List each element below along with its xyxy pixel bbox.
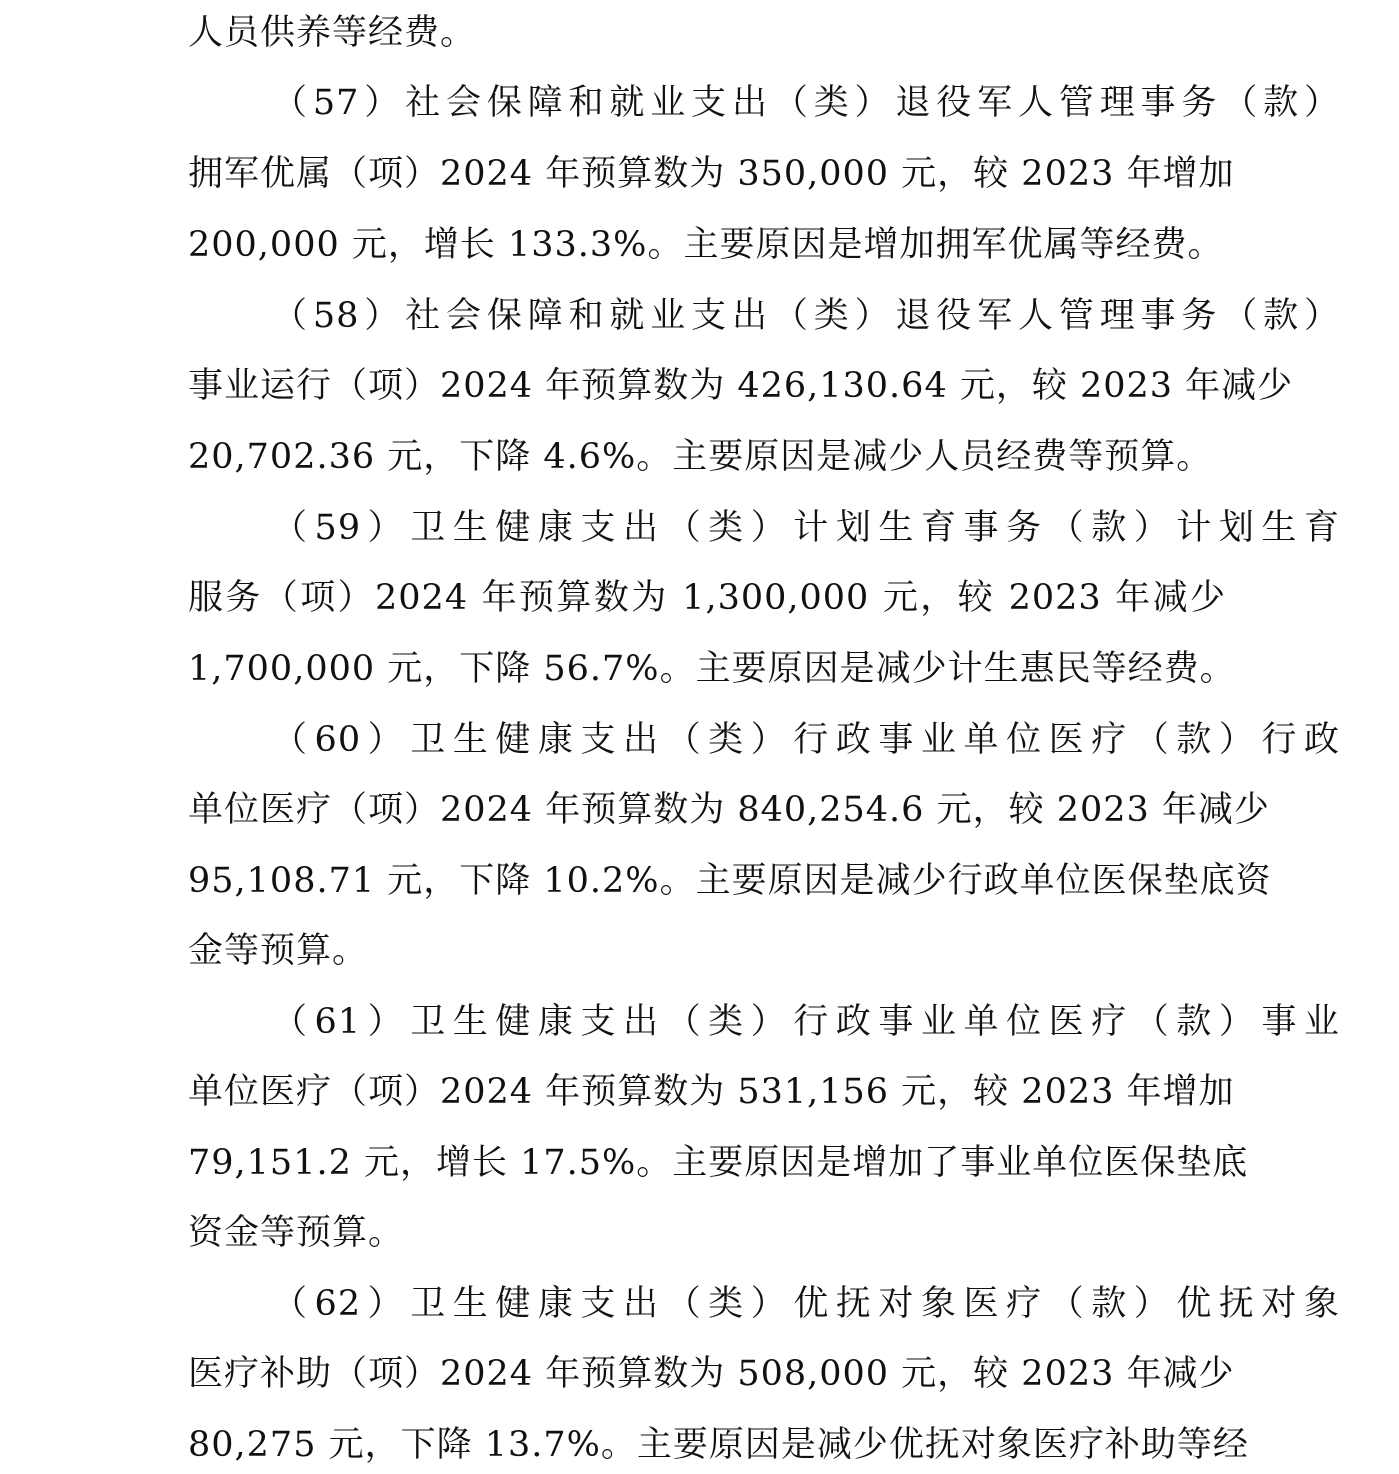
paragraph-59-line-1: （59）卫生健康支出（类）计划生育事务（款）计划生育 <box>272 508 1340 548</box>
text-line: 人员供养等经费。 <box>188 13 477 53</box>
paragraph-57-line-1: （57）社会保障和就业支出（类）退役军人管理事务（款） <box>272 83 1340 123</box>
paragraph-60-line-4: 金等预算。 <box>188 931 369 971</box>
paragraph-61-line-2: 单位医疗（项）2024 年预算数为 531,156 元，较 2023 年增加 <box>188 1072 1235 1112</box>
paragraph-61-line-1: （61）卫生健康支出（类）行政事业单位医疗（款）事业 <box>272 1002 1340 1042</box>
paragraph-61-line-4: 资金等预算。 <box>188 1213 405 1253</box>
paragraph-57-line-2: 拥军优属（项）2024 年预算数为 350,000 元，较 2023 年增加 <box>188 154 1235 194</box>
paragraph-57-line-3: 200,000 元，增长 133.3%。主要原因是增加拥军优属等经费。 <box>188 225 1224 265</box>
paragraph-59-line-3: 1,700,000 元，下降 56.7%。主要原因是减少计生惠民等经费。 <box>188 649 1236 689</box>
paragraph-60-line-1: （60）卫生健康支出（类）行政事业单位医疗（款）行政 <box>272 720 1340 760</box>
paragraph-62-line-2: 医疗补助（项）2024 年预算数为 508,000 元，较 2023 年减少 <box>188 1354 1235 1394</box>
paragraph-58-line-1: （58）社会保障和就业支出（类）退役军人管理事务（款） <box>272 296 1340 336</box>
paragraph-61-line-3: 79,151.2 元，增长 17.5%。主要原因是增加了事业单位医保垫底 <box>188 1143 1249 1183</box>
paragraph-60-line-2: 单位医疗（项）2024 年预算数为 840,254.6 元，较 2023 年减少 <box>188 790 1270 830</box>
paragraph-58-line-3: 20,702.36 元，下降 4.6%。主要原因是减少人员经费等预算。 <box>188 437 1213 477</box>
paragraph-59-line-2: 服务（项）2024 年预算数为 1,300,000 元，较 2023 年减少 <box>188 578 1226 618</box>
paragraph-62-line-3: 80,275 元，下降 13.7%。主要原因是减少优抚对象医疗补助等经 <box>188 1425 1249 1465</box>
paragraph-60-line-3: 95,108.71 元，下降 10.2%。主要原因是减少行政单位医保垫底资 <box>188 861 1272 901</box>
paragraph-58-line-2: 事业运行（项）2024 年预算数为 426,130.64 元，较 2023 年减少 <box>188 366 1294 406</box>
paragraph-62-line-1: （62）卫生健康支出（类）优抚对象医疗（款）优抚对象 <box>272 1284 1340 1324</box>
